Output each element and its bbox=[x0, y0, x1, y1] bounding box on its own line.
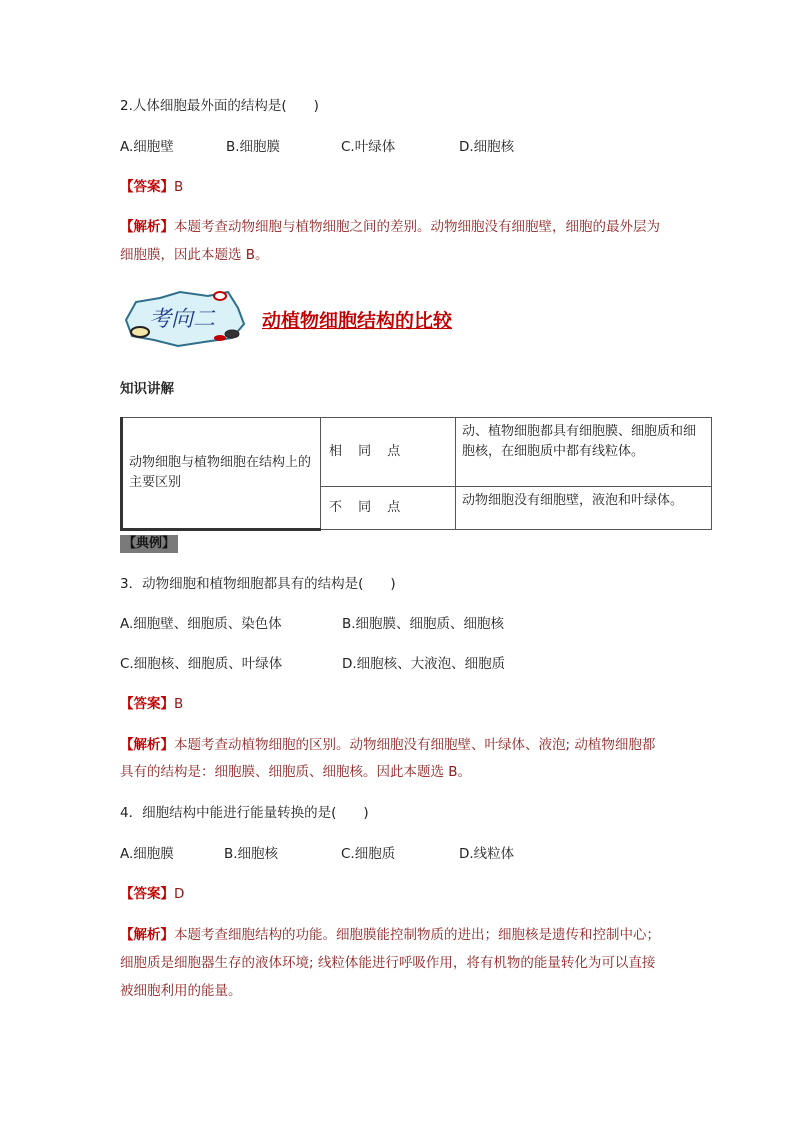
q4-analysis-line3: 被细胞利用的能量。 bbox=[120, 983, 242, 999]
comparison-table bbox=[120, 417, 712, 531]
answer-label: 【答案】 bbox=[120, 179, 174, 195]
q3-answer bbox=[120, 694, 183, 714]
q2-analysis bbox=[120, 217, 660, 237]
same-text: 动、植物细胞都具有细胞膜、细胞质和细胞核，在细胞质中都有线粒体。 bbox=[456, 418, 712, 487]
analysis-label: 【解析】 bbox=[120, 219, 174, 235]
q3-option-b: B.细胞膜、细胞质、细胞核 bbox=[342, 616, 505, 632]
analysis-text: 本题考查细胞结构的功能。细胞膜能控制物质的进出；细胞核是遗传和控制中心； bbox=[174, 927, 660, 943]
table-row bbox=[122, 418, 712, 487]
q2-option-b: B.细胞膜 bbox=[226, 139, 281, 155]
section-title: 动植物细胞结构的比较 bbox=[262, 310, 453, 332]
q4-analysis-line2: 细胞质是细胞器生存的液体环境; 线粒体能进行呼吸作用，将有机物的能量转化为可以直接 bbox=[120, 955, 656, 971]
example-tag: 【典例】 bbox=[120, 535, 178, 553]
analysis-label: 【解析】 bbox=[120, 927, 174, 943]
section-badge bbox=[120, 288, 250, 348]
answer-value: D bbox=[174, 886, 185, 902]
q3-option-c: C.细胞核、细胞质、叶绿体 bbox=[120, 656, 283, 672]
q3-stem: 3．动物细胞和植物细胞都具有的结构是( ) bbox=[120, 576, 396, 592]
analysis-text: 本题考查动物细胞与植物细胞之间的差别。动物细胞没有细胞壁，细胞的最外层为 bbox=[174, 219, 660, 235]
q4-stem: 4．细胞结构中能进行能量转换的是( ) bbox=[120, 805, 369, 821]
badge-text: 考向二 bbox=[148, 307, 216, 332]
diff-text: 动物细胞没有细胞壁，液泡和叶绿体。 bbox=[456, 487, 712, 530]
q2-option-c: C.叶绿体 bbox=[341, 139, 396, 155]
q3-option-a: A.细胞壁、细胞质、染色体 bbox=[120, 616, 282, 632]
q2-analysis-line2: 细胞膜，因此本题选 B。 bbox=[120, 247, 269, 263]
answer-value: B bbox=[174, 696, 184, 712]
q4-option-a: A.细胞膜 bbox=[120, 846, 174, 862]
q3-option-d: D.细胞核、大液泡、细胞质 bbox=[342, 656, 506, 672]
q2-option-a: A.细胞壁 bbox=[120, 139, 174, 155]
q3-analysis-line2: 具有的结构是：细胞膜、细胞质、细胞核。因此本题选 B。 bbox=[120, 764, 472, 780]
q4-option-b: B.细胞核 bbox=[224, 846, 279, 862]
analysis-label: 【解析】 bbox=[120, 737, 174, 753]
answer-label: 【答案】 bbox=[120, 886, 174, 902]
q2-stem: 2.人体细胞最外面的结构是( ) bbox=[120, 98, 319, 114]
answer-value: B bbox=[174, 179, 184, 195]
diff-label: 不 同 点 bbox=[321, 487, 456, 530]
knowledge-heading: 知识讲解 bbox=[120, 381, 174, 397]
badge-cloud-icon bbox=[120, 288, 250, 348]
q4-answer bbox=[120, 884, 184, 904]
q2-answer bbox=[120, 177, 183, 197]
analysis-text: 本题考查动植物细胞的区别。动物细胞没有细胞壁、叶绿体、液泡; 动植物细胞都 bbox=[174, 737, 656, 753]
q2-option-d: D.细胞核 bbox=[459, 139, 515, 155]
same-label: 相 同 点 bbox=[321, 418, 456, 487]
answer-label: 【答案】 bbox=[120, 696, 174, 712]
table-row-header: 动物细胞与植物细胞在结构上的主要区别 bbox=[122, 418, 321, 530]
q4-analysis bbox=[120, 925, 660, 945]
q4-option-d: D.线粒体 bbox=[459, 846, 515, 862]
q3-analysis bbox=[120, 735, 655, 755]
q4-option-c: C.细胞质 bbox=[341, 846, 396, 862]
